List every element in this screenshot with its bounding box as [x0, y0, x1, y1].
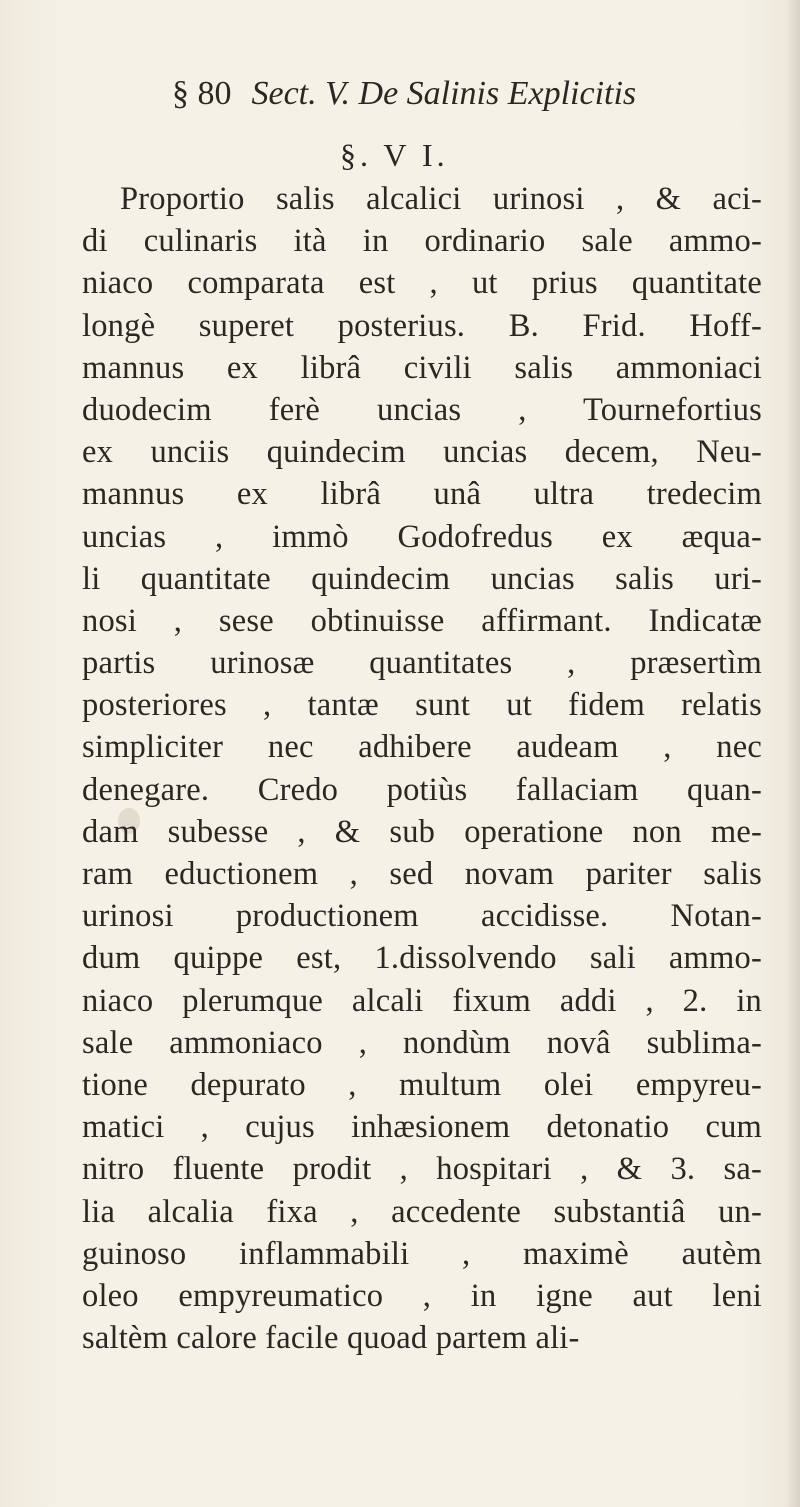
text-line: nitro fluente prodit , hospitari , & 3. sa- [82, 1151, 762, 1188]
text-line: ram eductionem , sed novam pariter salis [82, 856, 762, 892]
text-line: niaco plerumque alcali fixum addi , 2. in [82, 982, 762, 1019]
text-line: uncias , immò Godofredus ex æqua- [82, 518, 762, 555]
text-line: lia alcalia fixa , accedente substantiâ un- [82, 1193, 762, 1230]
text-line: denegare. Credo potiùs fallaciam quan- [82, 771, 762, 808]
text-line: dam subesse , & sub operatione non me- [82, 813, 762, 850]
page-edge-shadow [786, 0, 800, 1507]
text-line: longè superet posterius. B. Frid. Hoff- [82, 307, 762, 344]
text-line: niaco comparata est , ut prius quantitate [82, 265, 762, 302]
text-line: Proportio salis alcalici urinosi , & aci- [120, 181, 762, 217]
text-line: matici , cujus inhæsionem detonatio cum [82, 1109, 762, 1146]
text-line: guinoso inflammabili , maximè autèm [82, 1235, 762, 1272]
text-line: sale ammoniaco , nondùm novâ sublima- [82, 1024, 762, 1061]
text-line: posteriores , tantæ sunt ut fidem relatis [82, 687, 762, 724]
section-heading: §. V I. [340, 137, 449, 173]
text-line: saltèm calore facile quoad partem ali- [82, 1320, 580, 1357]
body-text [82, 178, 762, 1359]
text-line: li quantitate quindecim uncias salis uri- [82, 560, 762, 597]
page-number: § 80 [172, 75, 232, 112]
text-line: partis urinosæ quantitates , præsertìm [82, 645, 762, 682]
text-line: ex unciis quindecim uncias decem, Neu- [82, 434, 762, 471]
text-line: tione depurato , multum olei empyreu- [82, 1066, 762, 1103]
text-line: urinosi productionem accidisse. Notan- [82, 898, 762, 935]
running-title: Sect. V. De Salinis Explicitis [251, 75, 637, 112]
text-line: mannus ex librâ civili salis ammoniaci [82, 349, 762, 386]
text-line: duodecim ferè uncias , Tournefortius [82, 391, 762, 428]
text-line: mannus ex librâ unâ ultra tredecim [82, 476, 762, 513]
running-head [172, 72, 732, 116]
text-line: dum quippe est, 1.dissolvendo sali ammo- [82, 940, 762, 977]
text-line: oleo empyreumatico , in igne aut leni [82, 1277, 762, 1314]
text-line: nosi , sese obtinuisse affirmant. Indicatæ [82, 602, 762, 639]
text-line: di culinaris ità in ordinario sale ammo- [82, 223, 762, 260]
text-line: simpliciter nec adhibere audeam , nec [82, 729, 762, 766]
